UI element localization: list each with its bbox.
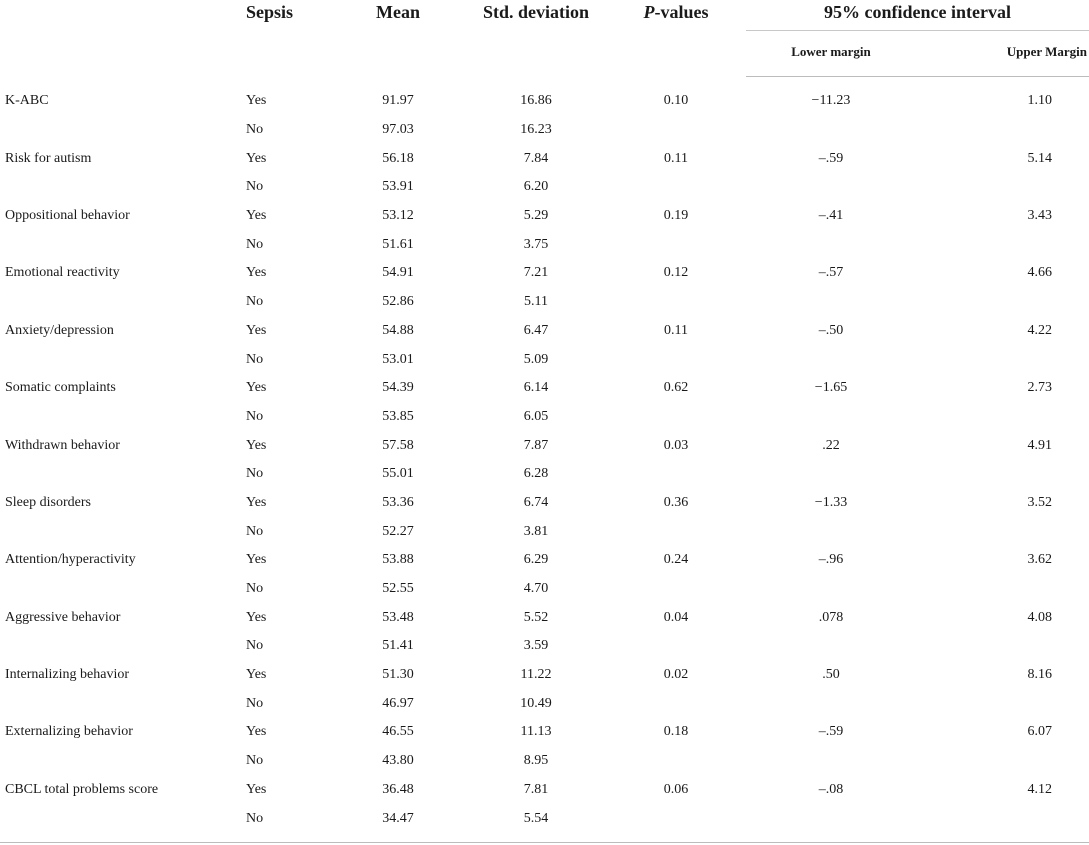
header-p-suffix: -values	[654, 2, 709, 22]
cell-mean: 46.55	[382, 724, 414, 740]
cell-p	[606, 288, 746, 317]
cell-p	[606, 403, 746, 432]
cell-p: 0.24	[663, 552, 689, 568]
cell-lower	[746, 747, 916, 776]
header-row-main	[0, 0, 1089, 31]
cell-sepsis: Yes	[246, 781, 267, 797]
cell-sepsis: Yes	[246, 552, 267, 568]
cell-variable	[0, 632, 240, 661]
cell-lower: –.59	[818, 150, 844, 166]
cell-lower: .078	[818, 609, 844, 625]
cell-p	[606, 116, 746, 145]
cell-sepsis: Yes	[246, 437, 267, 453]
spacer-cell	[0, 77, 1089, 88]
cell-sd: 5.54	[523, 810, 549, 826]
cell-upper: 4.12	[1027, 781, 1053, 797]
cell-p: 0.10	[663, 93, 689, 109]
cell-mean: 51.41	[382, 638, 414, 654]
cell-mean: 53.85	[382, 408, 414, 424]
cell-variable	[0, 230, 240, 259]
cell-p: 0.62	[663, 380, 689, 396]
cell-sepsis: No	[246, 523, 264, 539]
cell-lower: −1.65	[814, 380, 848, 396]
cell-mean: 51.30	[382, 667, 414, 683]
cell-sd: 6.05	[523, 408, 549, 424]
header-lower-margin: Lower margin	[746, 31, 916, 77]
cell-p: 0.19	[663, 208, 689, 224]
table-row	[0, 632, 1089, 661]
cell-lower	[746, 689, 916, 718]
cell-mean: 54.39	[382, 380, 414, 396]
cell-lower: –.50	[818, 322, 844, 338]
cell-upper	[916, 747, 1089, 776]
header-sepsis: Sepsis	[246, 2, 294, 22]
header-mean: Mean	[376, 2, 420, 22]
cell-sd: 6.29	[523, 552, 549, 568]
table-body	[0, 77, 1089, 833]
cell-mean: 43.80	[382, 753, 414, 769]
cell-sd: 5.52	[523, 609, 549, 625]
table-row	[0, 288, 1089, 317]
cell-lower: –.57	[818, 265, 844, 281]
cell-lower: .50	[822, 667, 840, 683]
cell-variable	[0, 403, 240, 432]
cell-sepsis: No	[246, 351, 264, 367]
table-row	[0, 804, 1089, 833]
cell-upper: 1.10	[1027, 93, 1053, 109]
table-header	[0, 0, 1089, 77]
cell-mean: 57.58	[382, 437, 414, 453]
cell-variable: Somatic complaints	[5, 380, 116, 396]
table-row	[0, 345, 1089, 374]
table-row	[0, 116, 1089, 145]
cell-lower: –.41	[818, 208, 844, 224]
cell-mean: 46.97	[382, 695, 414, 711]
cell-variable: CBCL total problems score	[5, 781, 159, 797]
cell-sd: 16.23	[520, 122, 552, 138]
cell-mean: 53.48	[382, 609, 414, 625]
cell-p: 0.11	[664, 322, 688, 338]
cell-p: 0.04	[663, 609, 689, 625]
cell-variable	[0, 345, 240, 374]
cell-upper: 3.62	[1027, 552, 1053, 568]
cell-mean: 54.91	[382, 265, 414, 281]
cell-upper	[916, 689, 1089, 718]
cell-upper	[916, 460, 1089, 489]
cell-p: 0.36	[663, 494, 689, 510]
cell-sd: 6.74	[523, 494, 549, 510]
cell-mean: 53.88	[382, 552, 414, 568]
cell-upper: 8.16	[1027, 667, 1053, 683]
table-row	[0, 403, 1089, 432]
cell-variable: Oppositional behavior	[5, 208, 130, 224]
cell-upper	[916, 517, 1089, 546]
cell-lower	[746, 575, 916, 604]
cell-p	[606, 804, 746, 833]
spacer-row	[0, 77, 1089, 88]
cell-variable	[0, 689, 240, 718]
cell-sepsis: Yes	[246, 494, 267, 510]
cell-p	[606, 689, 746, 718]
cell-mean: 91.97	[382, 93, 414, 109]
table-row	[0, 517, 1089, 546]
cell-upper	[916, 345, 1089, 374]
header-upper-margin: Upper Margin	[916, 31, 1089, 77]
cell-variable: Risk for autism	[5, 150, 92, 166]
cell-sd: 11.22	[520, 667, 552, 683]
cell-p	[606, 230, 746, 259]
cell-sd: 11.13	[520, 724, 552, 740]
cell-sd: 6.14	[523, 380, 549, 396]
cell-sd: 5.09	[523, 351, 549, 367]
cell-upper	[916, 116, 1089, 145]
cell-variable: Aggressive behavior	[5, 609, 121, 625]
table-row	[0, 173, 1089, 202]
cell-variable	[0, 575, 240, 604]
cell-sd: 6.47	[523, 322, 549, 338]
cell-sd: 6.28	[523, 466, 549, 482]
cell-mean: 34.47	[382, 810, 414, 826]
cell-sepsis: No	[246, 236, 264, 252]
cell-upper	[916, 632, 1089, 661]
cell-sd: 3.81	[523, 523, 549, 539]
table-row	[0, 144, 1089, 173]
cell-mean: 36.48	[382, 781, 414, 797]
cell-upper: 4.91	[1027, 437, 1053, 453]
cell-variable: Attention/hyperactivity	[5, 552, 136, 568]
cell-variable: Withdrawn behavior	[5, 437, 120, 453]
cell-upper: 4.22	[1027, 322, 1053, 338]
cell-variable: Externalizing behavior	[5, 724, 133, 740]
cell-sepsis: No	[246, 695, 264, 711]
cell-lower: –.08	[818, 781, 844, 797]
header-p-letter: P	[643, 2, 655, 22]
cell-sepsis: No	[246, 294, 264, 310]
table-row	[0, 546, 1089, 575]
cell-lower: –.96	[818, 552, 844, 568]
cell-p: 0.11	[664, 150, 688, 166]
header-variable	[0, 0, 240, 77]
cell-variable: K-ABC	[5, 93, 49, 109]
cell-sd: 7.87	[523, 437, 549, 453]
cell-p	[606, 460, 746, 489]
cell-lower	[746, 230, 916, 259]
table-row	[0, 317, 1089, 346]
cell-variable: Internalizing behavior	[5, 667, 130, 683]
cell-upper	[916, 575, 1089, 604]
table-row	[0, 718, 1089, 747]
cell-sepsis: No	[246, 122, 264, 138]
cell-sepsis: Yes	[246, 380, 267, 396]
cell-sd: 8.95	[523, 753, 549, 769]
cell-upper	[916, 804, 1089, 833]
table-row	[0, 747, 1089, 776]
cell-variable: Emotional reactivity	[5, 265, 120, 281]
cell-lower	[746, 460, 916, 489]
cell-mean: 52.55	[382, 581, 414, 597]
cell-sepsis: Yes	[246, 150, 267, 166]
header-p-values	[606, 0, 746, 77]
cell-p	[606, 747, 746, 776]
cell-p: 0.02	[663, 667, 689, 683]
cell-lower	[746, 403, 916, 432]
cell-upper: 6.07	[1027, 724, 1053, 740]
header-std-deviation: Std. deviation	[482, 2, 590, 22]
cell-upper	[916, 173, 1089, 202]
cell-sepsis: Yes	[246, 322, 267, 338]
cell-sd: 7.84	[523, 150, 549, 166]
cell-mean: 52.27	[382, 523, 414, 539]
cell-mean: 55.01	[382, 466, 414, 482]
cell-sd: 5.11	[524, 294, 548, 310]
cell-sd: 3.59	[523, 638, 549, 654]
cell-lower: –.59	[818, 724, 844, 740]
table-row	[0, 460, 1089, 489]
cell-sd: 3.75	[523, 236, 549, 252]
cell-variable	[0, 116, 240, 145]
cell-p: 0.18	[663, 724, 689, 740]
cell-lower	[746, 288, 916, 317]
cell-sepsis: No	[246, 810, 264, 826]
cell-upper	[916, 403, 1089, 432]
cell-variable	[0, 460, 240, 489]
cell-variable	[0, 517, 240, 546]
cell-sepsis: Yes	[246, 667, 267, 683]
cell-upper: 4.08	[1027, 609, 1053, 625]
cell-variable	[0, 288, 240, 317]
cell-p	[606, 632, 746, 661]
cell-p: 0.12	[663, 265, 689, 281]
cell-upper: 5.14	[1027, 150, 1053, 166]
cell-upper: 3.52	[1027, 494, 1053, 510]
cell-p: 0.03	[663, 437, 689, 453]
cell-sd: 5.29	[523, 208, 549, 224]
cell-p	[606, 517, 746, 546]
cell-mean: 53.91	[382, 179, 414, 195]
cell-sepsis: No	[246, 638, 264, 654]
table-row	[0, 87, 1089, 116]
cell-mean: 53.01	[382, 351, 414, 367]
cell-variable	[0, 173, 240, 202]
cell-sd: 7.81	[523, 781, 549, 797]
table-row	[0, 259, 1089, 288]
table-row	[0, 603, 1089, 632]
table-row	[0, 374, 1089, 403]
cell-mean: 53.12	[382, 208, 414, 224]
cell-mean: 52.86	[382, 294, 414, 310]
cell-lower	[746, 632, 916, 661]
table-row	[0, 230, 1089, 259]
cell-mean: 53.36	[382, 494, 414, 510]
cell-sepsis: No	[246, 408, 264, 424]
cell-p	[606, 173, 746, 202]
cell-upper	[916, 288, 1089, 317]
cell-variable	[0, 804, 240, 833]
cell-sepsis: Yes	[246, 93, 267, 109]
cell-sepsis: Yes	[246, 265, 267, 281]
cell-upper: 4.66	[1027, 265, 1053, 281]
cell-sepsis: No	[246, 753, 264, 769]
cell-variable: Sleep disorders	[5, 494, 91, 510]
cell-p: 0.06	[663, 781, 689, 797]
table-row	[0, 202, 1089, 231]
cell-sd: 4.70	[523, 581, 549, 597]
cell-sepsis: Yes	[246, 724, 267, 740]
table-bottom-rule	[0, 842, 1089, 843]
cell-mean: 54.88	[382, 322, 414, 338]
cell-lower: .22	[822, 437, 840, 453]
cell-sepsis: Yes	[246, 609, 267, 625]
cell-upper	[916, 230, 1089, 259]
cell-p	[606, 575, 746, 604]
cell-mean: 56.18	[382, 150, 414, 166]
cell-sepsis: No	[246, 466, 264, 482]
cell-sd: 16.86	[520, 93, 552, 109]
cell-sepsis: No	[246, 581, 264, 597]
cell-lower: −1.33	[814, 494, 848, 510]
cell-lower	[746, 345, 916, 374]
table-row	[0, 776, 1089, 805]
table-row	[0, 661, 1089, 690]
cell-upper: 2.73	[1027, 380, 1053, 396]
cell-lower	[746, 517, 916, 546]
cell-lower	[746, 804, 916, 833]
cell-sd: 7.21	[523, 265, 549, 281]
cell-lower	[746, 173, 916, 202]
table-row	[0, 431, 1089, 460]
cell-lower: −11.23	[811, 93, 851, 109]
cell-variable	[0, 747, 240, 776]
cell-p	[606, 345, 746, 374]
header-confidence-interval: 95% confidence interval	[746, 0, 1089, 31]
cell-mean: 97.03	[382, 122, 414, 138]
cell-sepsis: No	[246, 179, 264, 195]
cell-sepsis: Yes	[246, 208, 267, 224]
cell-variable: Anxiety/depression	[5, 322, 114, 338]
cell-mean: 51.61	[382, 236, 414, 252]
table-row	[0, 489, 1089, 518]
table-row	[0, 689, 1089, 718]
cell-lower	[746, 116, 916, 145]
cell-upper: 3.43	[1027, 208, 1053, 224]
cell-sd: 10.49	[520, 695, 552, 711]
cell-sd: 6.20	[523, 179, 549, 195]
table-row	[0, 575, 1089, 604]
